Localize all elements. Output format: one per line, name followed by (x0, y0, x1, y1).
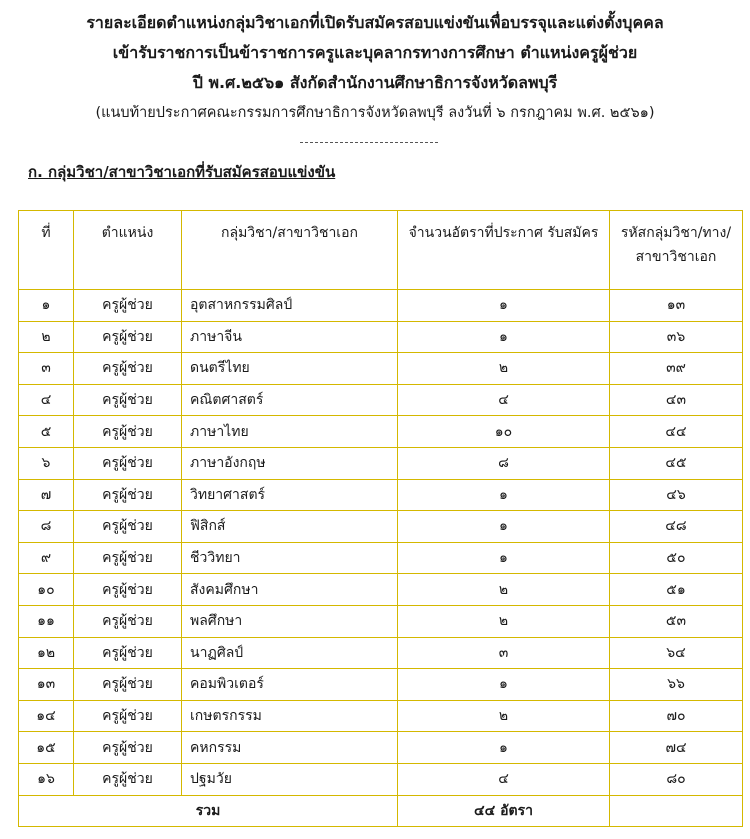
cell-position: ครูผู้ช่วย (74, 384, 182, 416)
table-row (19, 605, 743, 637)
cell-position: ครูผู้ช่วย (74, 290, 182, 322)
announcement-title-line-1: รายละเอียดตำแหน่งกลุ่มวิชาเอกที่เปิดรับสมัครสอบแข่งขันเพื่อบรรจุและแต่งตั้งบุคคล (86, 13, 664, 32)
cell-quantity: ๑ (398, 669, 610, 701)
cell-subject: คหกรรม (182, 732, 398, 764)
cell-subject: ดนตรีไทย (182, 353, 398, 385)
table-row (19, 384, 743, 416)
cell-no: ๖ (19, 447, 74, 479)
cell-position: ครูผู้ช่วย (74, 542, 182, 574)
column-header-no: ที่ (19, 211, 74, 290)
cell-code: ๔๔ (610, 416, 743, 448)
cell-quantity: ๑ (398, 542, 610, 574)
cell-quantity: ๒ (398, 700, 610, 732)
cell-position: ครูผู้ช่วย (74, 732, 182, 764)
cell-subject: คอมพิวเตอร์ (182, 669, 398, 701)
table-row (19, 542, 743, 574)
cell-no: ๑๖ (19, 763, 74, 795)
cell-subject: คณิตศาสตร์ (182, 384, 398, 416)
cell-quantity: ๒ (398, 353, 610, 385)
cell-code: ๘๐ (610, 763, 743, 795)
cell-no: ๑๓ (19, 669, 74, 701)
cell-code: ๔๖ (610, 479, 743, 511)
cell-position: ครูผู้ช่วย (74, 511, 182, 543)
cell-no: ๕ (19, 416, 74, 448)
cell-position: ครูผู้ช่วย (74, 763, 182, 795)
table-row (19, 416, 743, 448)
cell-code: ๕๐ (610, 542, 743, 574)
cell-code: ๕๑ (610, 574, 743, 606)
table-row (19, 321, 743, 353)
cell-no: ๗ (19, 479, 74, 511)
table-header-row (19, 211, 743, 290)
cell-no: ๑๔ (19, 700, 74, 732)
table-row (19, 447, 743, 479)
table-row (19, 511, 743, 543)
cell-position: ครูผู้ช่วย (74, 353, 182, 385)
cell-quantity: ๒ (398, 605, 610, 637)
cell-no: ๒ (19, 321, 74, 353)
table-row (19, 700, 743, 732)
cell-quantity: ๑ (398, 321, 610, 353)
announcement-title-line-3: ปี พ.ศ.๒๕๖๑ สังกัดสำนักงานศึกษาธิการจังหวัดลพบุรี (192, 73, 558, 92)
cell-subject: วิทยาศาสตร์ (182, 479, 398, 511)
section-heading: ก. กลุ่มวิชา/สาขาวิชาเอกที่รับสมัครสอบแข่งขัน (28, 163, 336, 181)
attachment-note: (แนบท้ายประกาศคณะกรรมการศึกษาธิการจังหวัดลพบุรี ลงวันที่ ๖ กรกฎาคม พ.ศ. ๒๕๖๑) (95, 105, 655, 121)
cell-position: ครูผู้ช่วย (74, 669, 182, 701)
cell-code: ๖๔ (610, 637, 743, 669)
table-row (19, 637, 743, 669)
dashed-divider (300, 142, 438, 143)
total-empty-cell (610, 795, 743, 827)
cell-no: ๑๒ (19, 637, 74, 669)
column-header-quantity: จำนวนอัตราที่ประกาศ รับสมัคร (398, 211, 610, 290)
cell-subject: สังคมศึกษา (182, 574, 398, 606)
cell-subject: ชีววิทยา (182, 542, 398, 574)
cell-subject: นาฏศิลป์ (182, 637, 398, 669)
table-row (19, 290, 743, 322)
cell-no: ๑๕ (19, 732, 74, 764)
cell-quantity: ๘ (398, 447, 610, 479)
cell-subject: เกษตรกรรม (182, 700, 398, 732)
cell-no: ๑ (19, 290, 74, 322)
cell-quantity: ๒ (398, 574, 610, 606)
cell-position: ครูผู้ช่วย (74, 447, 182, 479)
column-header-code: รหัสกลุ่มวิชา/ทาง/ สาขาวิชาเอก (610, 211, 743, 290)
cell-subject: พลศึกษา (182, 605, 398, 637)
cell-code: ๑๓ (610, 290, 743, 322)
cell-code: ๔๘ (610, 511, 743, 543)
cell-no: ๓ (19, 353, 74, 385)
cell-code: ๕๓ (610, 605, 743, 637)
cell-code: ๖๖ (610, 669, 743, 701)
cell-code: ๔๕ (610, 447, 743, 479)
cell-code: ๔๓ (610, 384, 743, 416)
cell-position: ครูผู้ช่วย (74, 416, 182, 448)
cell-code: ๗๐ (610, 700, 743, 732)
cell-position: ครูผู้ช่วย (74, 479, 182, 511)
cell-subject: อุตสาหกรรมศิลป์ (182, 290, 398, 322)
cell-position: ครูผู้ช่วย (74, 574, 182, 606)
cell-quantity: ๑ (398, 290, 610, 322)
cell-quantity: ๑ (398, 479, 610, 511)
announcement-title-line-2: เข้ารับราชการเป็นข้าราชการครูและบุคลากรทางการศึกษา ตำแหน่งครูผู้ช่วย (112, 43, 638, 62)
cell-code: ๗๔ (610, 732, 743, 764)
table-row (19, 479, 743, 511)
cell-code: ๓๙ (610, 353, 743, 385)
cell-quantity: ๑ (398, 732, 610, 764)
cell-position: ครูผู้ช่วย (74, 700, 182, 732)
table-row (19, 574, 743, 606)
cell-no: ๙ (19, 542, 74, 574)
cell-subject: ภาษาอังกฤษ (182, 447, 398, 479)
column-header-position: ตำแหน่ง (74, 211, 182, 290)
cell-position: ครูผู้ช่วย (74, 605, 182, 637)
cell-no: ๔ (19, 384, 74, 416)
table-row (19, 763, 743, 795)
cell-code: ๓๖ (610, 321, 743, 353)
cell-subject: ภาษาจีน (182, 321, 398, 353)
cell-no: ๑๑ (19, 605, 74, 637)
total-label: รวม (19, 795, 398, 827)
cell-no: ๑๐ (19, 574, 74, 606)
total-row (19, 795, 743, 827)
subject-table (18, 210, 743, 827)
cell-no: ๘ (19, 511, 74, 543)
cell-quantity: ๔ (398, 384, 610, 416)
cell-position: ครูผู้ช่วย (74, 321, 182, 353)
table-row (19, 732, 743, 764)
cell-quantity: ๔ (398, 763, 610, 795)
cell-position: ครูผู้ช่วย (74, 637, 182, 669)
cell-subject: ภาษาไทย (182, 416, 398, 448)
cell-subject: ฟิสิกส์ (182, 511, 398, 543)
cell-quantity: ๑ (398, 511, 610, 543)
cell-subject: ปฐมวัย (182, 763, 398, 795)
column-header-subject: กลุ่มวิชา/สาขาวิชาเอก (182, 211, 398, 290)
total-value: ๔๔ อัตรา (398, 795, 610, 827)
table-row (19, 353, 743, 385)
table-row (19, 669, 743, 701)
cell-quantity: ๑๐ (398, 416, 610, 448)
cell-quantity: ๓ (398, 637, 610, 669)
